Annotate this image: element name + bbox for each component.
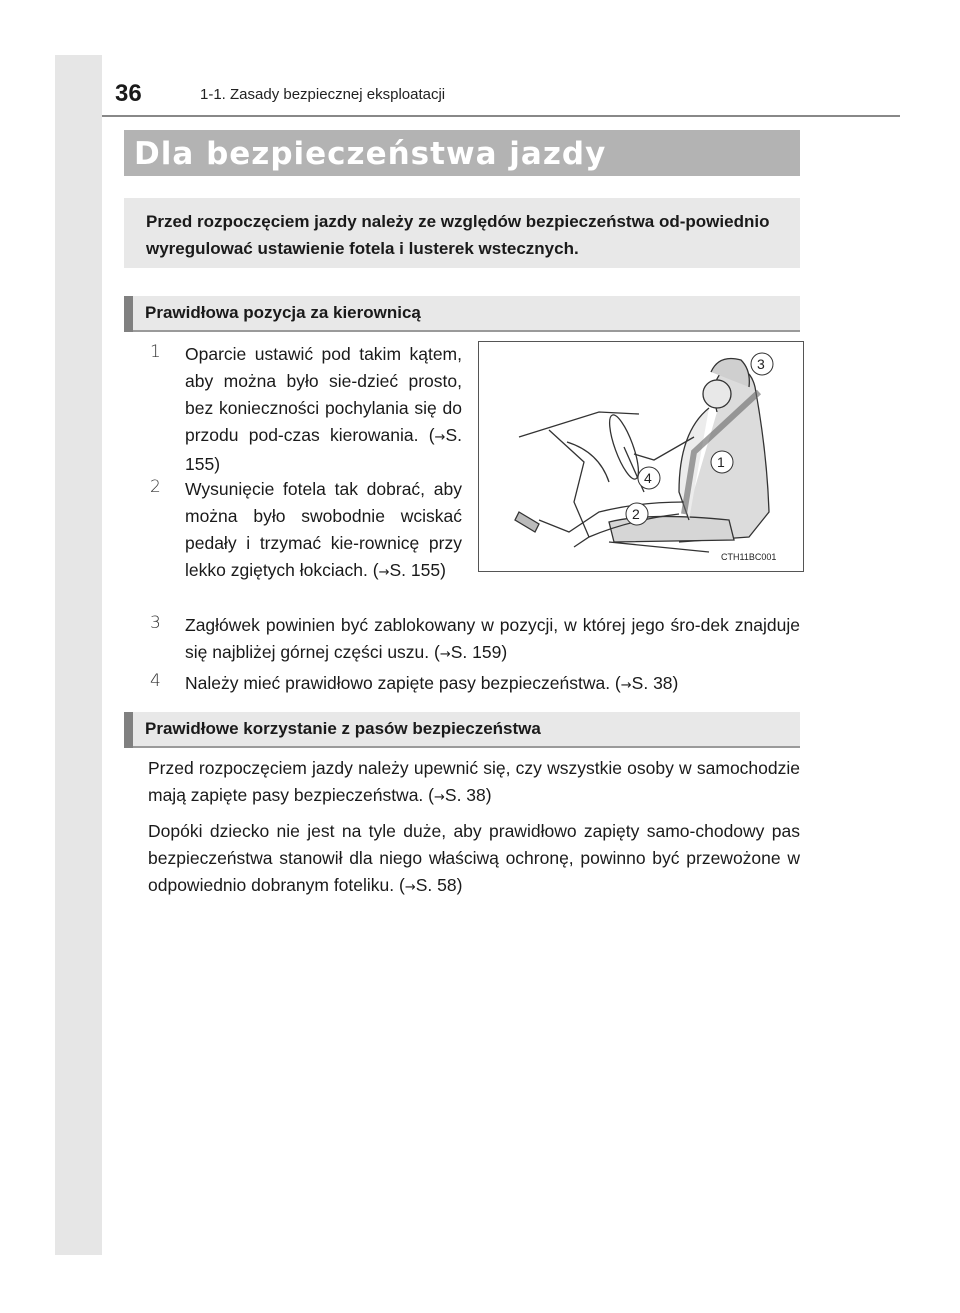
item-marker-3: 3 — [150, 613, 161, 633]
page-ref[interactable]: S. 38) — [631, 673, 679, 693]
arrow-icon: → — [434, 430, 446, 445]
item-marker-2: 2 — [150, 477, 161, 497]
page-ref[interactable]: S. 38) — [444, 785, 492, 805]
paragraph-1 — [148, 755, 800, 811]
item-text: Należy mieć prawidłowo zapięte pasy bezpieczeństwa. ( — [185, 673, 621, 693]
header-rule — [102, 115, 900, 117]
arrow-icon: → — [378, 565, 390, 580]
arrow-icon: → — [404, 880, 416, 895]
callout-4: 4 — [644, 470, 652, 486]
arrow-icon: → — [433, 790, 445, 805]
item-text: Wysunięcie fotela tak dobrać, aby można było swobodnie wciskać pedały i trzymać kie-rownicę przy lekko zgiętych łokciach. ( — [185, 479, 462, 580]
section-heading-seatbelts — [124, 712, 800, 748]
page-ref[interactable]: S. 155) — [185, 425, 462, 474]
running-head: 1-1. Zasady bezpiecznej eksploatacji — [200, 86, 446, 103]
list-item-1 — [185, 341, 462, 478]
page-ref[interactable]: S. 159) — [450, 642, 508, 662]
paragraph-text: Przed rozpoczęciem jazdy należy upewnić się, czy wszystkie osoby w samochodzie mają zapięte pasy bezpieczeństwa. ( — [148, 758, 800, 805]
figure-code: CTH11BC001 — [721, 552, 777, 562]
page-title: Dla bezpieczeństwa jazdy — [134, 136, 607, 172]
section-heading-driving-position — [124, 296, 800, 332]
page-ref[interactable]: S. 58) — [415, 875, 463, 895]
item-text: Zagłówek powinien być zablokowany w pozycji, w której jego śro-dek znajduje się najbliżej górnej części uszu. ( — [185, 615, 800, 662]
paragraph-2 — [148, 818, 800, 901]
item-marker-1: 1 — [150, 342, 161, 362]
chapter-side-tab — [55, 55, 102, 1255]
callout-2: 2 — [632, 506, 640, 522]
arrow-icon: → — [620, 678, 632, 693]
intro-text: Przed rozpoczęciem jazdy należy ze względów bezpieczeństwa od-powiednio wyregulować ustawienie fotela i lusterek wstecznych. — [146, 212, 770, 258]
item-marker-4: 4 — [150, 671, 161, 691]
item-text: Oparcie ustawić pod takim kątem, aby można było sie-dzieć prosto, bez konieczności pochylania się do przodu pod-czas kierowania. ( — [185, 344, 462, 445]
section-heading-text: Prawidłowa pozycja za kierownicą — [145, 303, 421, 322]
list-item-4 — [185, 670, 800, 699]
callout-1: 1 — [717, 454, 725, 470]
list-item-3 — [185, 612, 800, 668]
driver-seat-drawing — [479, 342, 803, 571]
list-item-2 — [185, 476, 462, 586]
paragraph-text: Dopóki dziecko nie jest na tyle duże, aby prawidłowo zapięty samo-chodowy pas bezpieczeństwa stanowił dla niego właściwą ochronę, powinno być przewożone w odpowiednio dobranym foteliku. ( — [148, 821, 800, 895]
page-number: 36 — [115, 80, 142, 107]
callout-3: 3 — [757, 356, 765, 372]
driver-position-illustration — [478, 341, 804, 572]
section-heading-text: Prawidłowe korzystanie z pasów bezpieczeństwa — [145, 719, 541, 738]
arrow-icon: → — [439, 647, 451, 662]
page-ref[interactable]: S. 155) — [389, 560, 446, 580]
